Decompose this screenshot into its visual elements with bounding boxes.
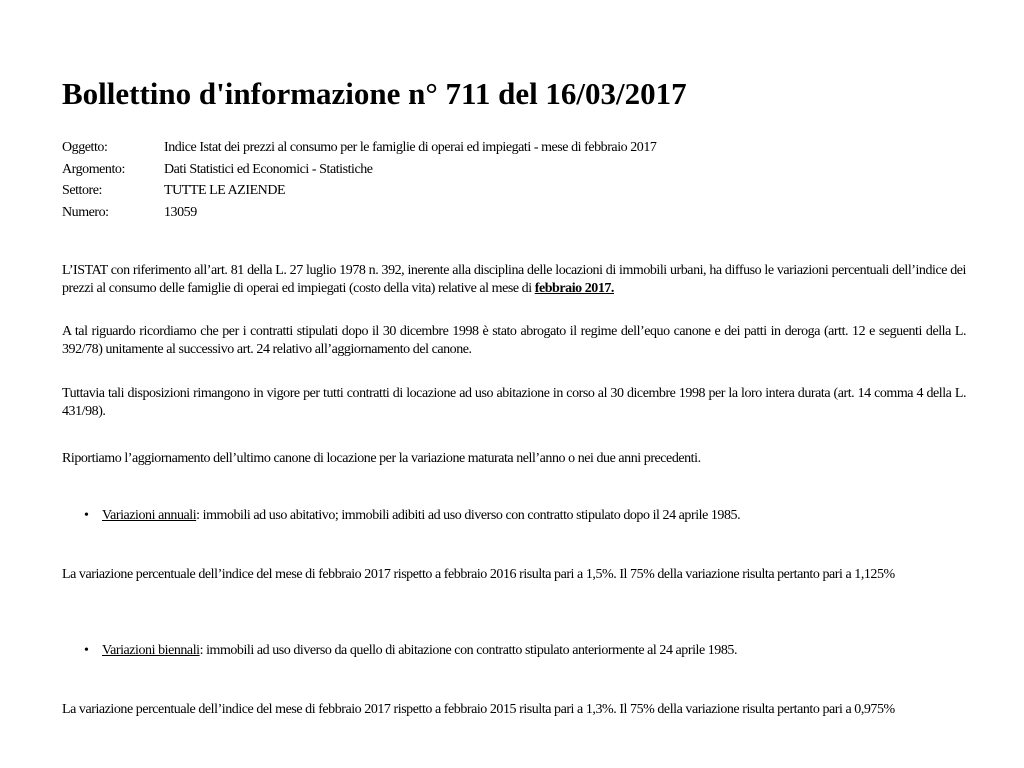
meta-label: Argomento: <box>62 161 125 177</box>
paragraph-istat-intro <box>62 262 966 298</box>
bullet-text: : immobili ad uso abitativo; immobili adibiti ad uso diverso con contratto stipulato dopo il 24 aprile 1985. <box>196 508 741 523</box>
paragraph-text: L’ISTAT con riferimento all’art. 81 della L. 27 luglio 1978 n. 392, inerente alla disciplina delle locazioni di immobili urbani, ha diffuso le variazioni percentuali dell’indice dei prezzi al consumo delle famiglie di operai ed impiegati (costo della vita) relative al mese di <box>62 263 966 296</box>
month-highlight: febbraio 2017. <box>534 281 614 296</box>
bullet-label: Variazioni biennali <box>102 643 200 658</box>
bulletin-metadata <box>62 139 962 225</box>
meta-value: Indice Istat dei prezzi al consumo per le famiglie di operai ed impiegati - mese di febbraio 2017 <box>164 140 657 155</box>
meta-label: Oggetto: <box>62 140 108 155</box>
bullet-icon: • <box>84 508 89 523</box>
page-title: Bollettino d'informazione n° 711 del 16/03/2017 <box>62 76 687 111</box>
meta-value: 13059 <box>164 204 197 220</box>
meta-value: Dati Statistici ed Economici - Statistiche <box>164 161 373 177</box>
paragraph-equo-canone: A tal riguardo ricordiamo che per i contratti stipulati dopo il 30 dicembre 1998 è stato abrogato il regime dell’equo canone e dei patti in deroga (artt. 12 e seguenti della L. 392/78) unitamente al successivo art. 24 relativo all’aggiornamento del canone. <box>62 324 966 357</box>
paragraph-disposizioni: Tuttavia tali disposizioni rimangono in vigore per tutti contratti di locazione ad uso abitazione in corso al 30 dicembre 1998 per la loro intera durata (art. 14 comma 4 della L. 431/98). <box>62 386 966 419</box>
paragraph-aggiornamento: Riportiamo l’aggiornamento dell’ultimo canone di locazione per la variazione maturata nell’anno o nei due anni precedenti. <box>62 451 701 466</box>
list-item-variazioni-biennali <box>84 642 737 660</box>
bullet-icon: • <box>84 643 89 658</box>
meta-row-settore <box>62 182 962 204</box>
meta-label: Numero: <box>62 204 109 220</box>
meta-label: Settore: <box>62 183 102 198</box>
list-item-variazioni-annuali <box>84 507 740 525</box>
paragraph-variazione-biennale: La variazione percentuale dell’indice del mese di febbraio 2017 rispetto a febbraio 2015 risulta pari a 1,3%. Il 75% della variazione risulta pertanto pari a 0,975% <box>62 702 895 717</box>
bullet-label: Variazioni annuali <box>102 508 197 523</box>
meta-row-numero <box>62 204 962 226</box>
bullet-text: : immobili ad uso diverso da quello di abitazione con contratto stipulato anteriormente al 24 aprile 1985. <box>199 643 738 658</box>
meta-row-oggetto <box>62 139 962 161</box>
meta-row-argomento <box>62 161 962 183</box>
meta-value: TUTTE LE AZIENDE <box>164 183 286 198</box>
paragraph-variazione-annuale: La variazione percentuale dell’indice del mese di febbraio 2017 rispetto a febbraio 2016 risulta pari a 1,5%. Il 75% della variazione risulta pertanto pari a 1,125% <box>62 567 895 582</box>
